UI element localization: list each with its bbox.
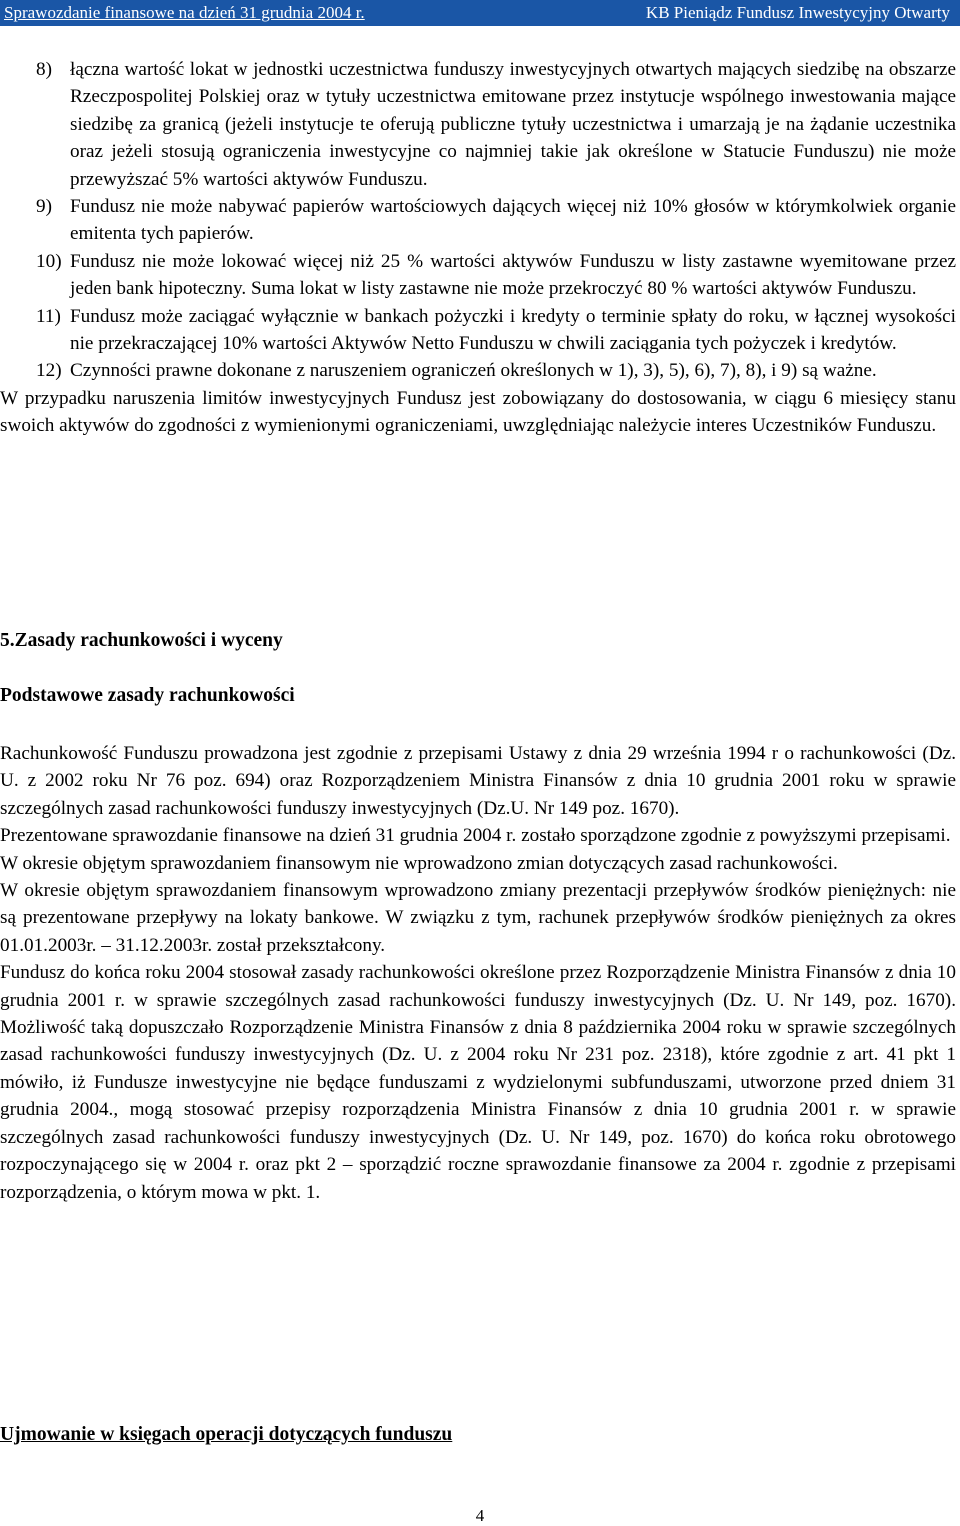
paragraph: W okresie objętym sprawozdaniem finansowym wprowadzono zmiany prezentacji przepływów środków pieniężnych: nie są prezentowane przepływy na lokaty bankowe. W związku z tym, rachunek przepływów środków pieniężnych za okres 01.01.2003r. – 31.12.2003r. został przekształcony. xyxy=(0,880,956,956)
paragraph: Prezentowane sprawozdanie finansowe na dzień 31 grudnia 2004 r. zostało sporządzone zgodnie z powyższymi przepisami. xyxy=(0,825,951,847)
list-item-text: Fundusz może zaciągać wyłącznie w bankach pożyczki i kredyty o terminie spłaty do roku, w łącznej wysokości nie przekraczającej 10% wartości Aktywów Netto Funduszu w chwili zaciągania tych pożyczek i kredytów. xyxy=(70,305,956,355)
list-item-number: 8) xyxy=(36,59,52,80)
header-fund-name: KB Pieniądz Fundusz Inwestycyjny Otwarty xyxy=(645,3,950,22)
list-item-number: 11) xyxy=(36,305,61,327)
header-report-title: Sprawozdanie finansowe na dzień 31 grudnia 2004 r. xyxy=(4,3,365,22)
accounting-paragraphs xyxy=(0,740,956,1206)
list-item-number: 9) xyxy=(36,196,52,218)
section-title: 5.Zasady rachunkowości i wyceny xyxy=(0,630,283,651)
limits-list xyxy=(0,56,956,440)
list-item-text: łączna wartość lokat w jednostki uczestnictwa funduszy inwestycyjnych otwartych mających siedzibę na obszarze Rzeczpospolitej Polskiej oraz w tytuły uczestnictwa emitowane przez instytucje wspólnego inwestowania mające siedzibę za granicą (jeżeli instytucje te oferują publiczne tytuły uczestnictwa i umarzają je na żądanie uczestnika oraz jeżeli stosują ograniczenia inwestycyjne co najmniej takie jak określone w Statucie Funduszu) nie może przewyższać 5% wartości aktywów Funduszu. xyxy=(70,59,956,190)
subsection-title: Podstawowe zasady rachunkowości xyxy=(0,685,295,706)
bottom-heading: Ujmowanie w księgach operacji dotyczących funduszu xyxy=(0,1424,453,1445)
list-item xyxy=(0,357,956,384)
list-item-text: Fundusz nie może nabywać papierów wartościowych dających więcej niż 10% głosów w którymkolwiek organie emitenta tych papierów. xyxy=(70,196,956,245)
list-item-number: 10) xyxy=(36,250,62,272)
paragraph: Fundusz do końca roku 2004 stosował zasady rachunkowości określone przez Rozporządzenie Ministra Finansów z dnia 10 grudnia 2001 r. w sprawie szczególnych zasad rachunkowości funduszy inwestycyjnych (Dz. U. Nr 149, poz. 1670). Możliwość taką dopuszczało Rozporządzenie Ministra Finansów z dnia 8 października 2004 roku w sprawie szczególnych zasad rachunkowości funduszy inwestycyjnych (Dz. U. z 2004 roku Nr 231 poz. 2318), które zgodnie z art. 41 pkt 1 mówiło, iż Fundusze inwestycyjne nie będące funduszami z wydzielonymi subfunduszami, utworzone przed dniem 31 grudnia 2004., mogą stosować przepisy rozporządzenia Ministra Finansów z dnia 10 grudnia 2001 r. w sprawie szczególnych zasad rachunkowości funduszy inwestycyjnych (Dz. U. Nr 149, poz. 1670) do końca roku obrotowego rozpoczynającego się w 2004 r. oraz pkt 2 – sporządzić roczne sprawozdanie finansowe za 2004 r. zgodnie z przepisami rozporządzenia, o którym mowa w pkt. 1. xyxy=(0,962,956,1203)
limits-violation-paragraph: W przypadku naruszenia limitów inwestycyjnych Fundusz jest zobowiązany do dostosowania, w ciągu 6 miesięcy stanu swoich aktywów do zgodności z wymienionymi ograniczeniami, uwzględniając należycie interes Uczestników Funduszu. xyxy=(0,387,956,437)
list-item-number: 12) xyxy=(36,360,62,382)
list-item-text: Czynności prawne dokonane z naruszeniem ograniczeń określonych w 1), 3), 5), 6), 7), 8), i 9) są ważne. xyxy=(70,360,877,382)
list-item-text: Fundusz nie może lokować więcej niż 25 % wartości aktywów Funduszu w listy zastawne wyemitowane przez jeden bank hipoteczny. Suma lokat w listy zastawne nie może przekroczyć 80 % wartości aktywów Funduszu. xyxy=(70,250,956,300)
paragraph: W okresie objętym sprawozdaniem finansowym nie wprowadzono zmian dotyczących zasad rachunkowości. xyxy=(0,852,838,874)
list-item xyxy=(0,193,956,248)
page-number: 4 xyxy=(475,1506,485,1525)
list-item xyxy=(0,248,956,303)
running-header xyxy=(0,0,960,26)
paragraph: Rachunkowość Funduszu prowadzona jest zgodnie z przepisami Ustawy z dnia 29 września 1994 r o rachunkowości (Dz. U. z 2002 roku Nr 76 poz. 694) oraz Rozporządzeniem Ministra Finansów z dnia 10 grudnia 2001 roku w sprawie szczególnych zasad rachunkowości funduszy inwestycyjnych (Dz.U. Nr 149 poz. 1670). xyxy=(0,743,956,819)
list-item xyxy=(0,56,956,193)
list-item xyxy=(0,303,956,358)
